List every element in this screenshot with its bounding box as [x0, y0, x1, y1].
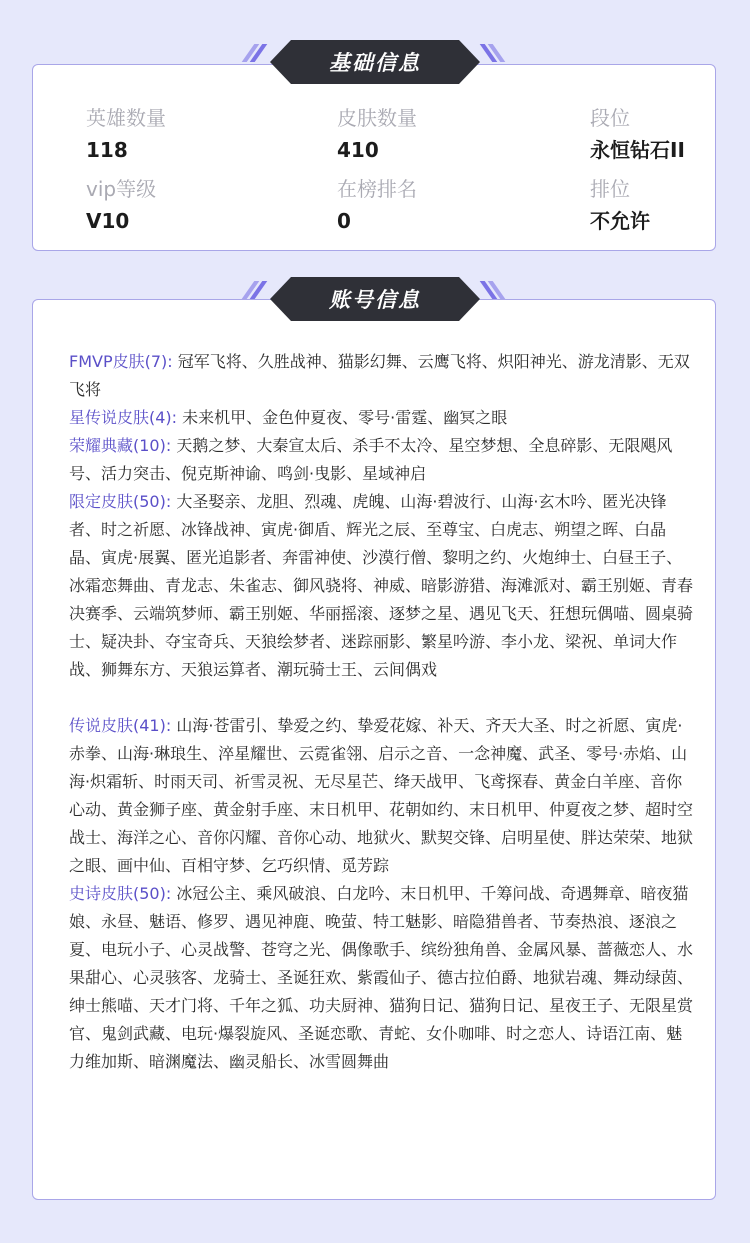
stat-label: 英雄数量 — [86, 106, 166, 130]
stripe-decoration-right — [480, 44, 506, 62]
basic-info-title: 基础信息 — [329, 51, 421, 75]
stat-value: 118 — [86, 138, 128, 162]
stat-leaderboard-rank — [337, 176, 417, 234]
stat-value: 0 — [337, 209, 351, 233]
skin-section-fmvp — [69, 348, 693, 404]
account-info-banner — [250, 277, 500, 321]
stat-ranked-allowed — [590, 176, 650, 234]
skin-section-items: 冰冠公主、乘风破浪、白龙吟、末日机甲、千筹问战、奇遇舞章、暗夜猫娘、永昼、魅语、修罗、遇见神鹿、晚萤、特工魅影、暗隐猎兽者、节奏热浪、逐浪之夏、电玩小子、心灵战警、苍穹之光、偶像歌手、缤纷独角兽、金属风暴、蔷薇恋人、水果甜心、心灵骇客、龙骑士、圣诞狂欢、紫霞仙子、德古拉伯爵、地狱岩魂、舞动绿茵、绅士熊喵、天才门将、千年之狐、功夫厨神、猫狗日记、猫狗日记、星夜王子、无限星赏官、鬼剑武藏、电玩·爆裂旋风、圣诞恋歌、青蛇、女仆咖啡、时之恋人、诗语江南、魅力维加斯、暗渊魔法、幽灵船长、冰雪圆舞曲 — [69, 884, 694, 1071]
stat-value: 不允许 — [590, 209, 650, 233]
stat-label: 排位 — [590, 177, 630, 201]
stat-label: 段位 — [590, 106, 630, 130]
skin-section-title: FMVP皮肤(7): — [69, 352, 173, 371]
stripe-decoration-right — [480, 281, 506, 299]
account-info-title: 账号信息 — [329, 288, 421, 312]
stripe-decoration-left — [244, 44, 270, 62]
stat-value: 410 — [337, 138, 379, 162]
account-info-header — [0, 274, 750, 324]
skin-section-limited — [69, 488, 693, 684]
skin-section-epic — [69, 880, 693, 1076]
skin-section-title: 史诗皮肤(50): — [69, 884, 172, 903]
skin-section-title: 荣耀典藏(10): — [69, 436, 172, 455]
account-info-card — [32, 299, 716, 1200]
skin-section-items: 冠军飞将、久胜战神、猫影幻舞、云鹰飞将、炽阳神光、游龙清影、无双飞将 — [69, 352, 690, 399]
skin-section-items: 山海·苍雷引、挚爱之约、挚爱花嫁、补天、齐天大圣、时之祈愿、寅虎·赤拳、山海·琳琅生、淬星耀世、云霓雀翎、启示之音、一念神魔、武圣、零号·赤焰、山海·炽霜斩、时雨天司、祈雪灵祝、无尽星芒、绛天战甲、飞鸢探春、黄金白羊座、音你心动、黄金狮子座、黄金射手座、末日机甲、花朝如约、末日机甲、仲夏夜之梦、超时空战士、海洋之心、音你闪耀、音你心动、地狱火、默契交锋、启明星使、胖达荣荣、地狱之眼、画中仙、百相守梦、乞巧织情、觅芳踪 — [69, 716, 694, 875]
basic-info-header — [0, 37, 750, 87]
skin-section-items: 大圣娶亲、龙胆、烈魂、虎魄、山海·碧波行、山海·玄木吟、匿光决锋者、时之祈愿、冰锋战神、寅虎·御盾、辉光之辰、至尊宝、白虎志、朔望之晖、白晶晶、寅虎·展翼、匿光追影者、奔雷神使、沙漠行僧、黎明之约、火炮绅士、白昼王子、冰霜恋舞曲、青龙志、朱雀志、御风骁将、神威、暗影游猎、海滩派对、霸王别姬、青春决赛季、云端筑梦师、霸王别姬、华丽摇滚、逐梦之星、遇见飞天、狂想玩偶喵、圆桌骑士、疑决卦、夺宝奇兵、天狼绘梦者、迷踪丽影、繁星吟游、李小龙、梁祝、单词大作战、狮舞东方、天狼运算者、潮玩骑士王、云间偶戏 — [69, 492, 694, 679]
skin-section-title: 星传说皮肤(4): — [69, 408, 178, 427]
skin-section-glory-collection — [69, 432, 693, 488]
stat-vip-level — [86, 176, 156, 234]
skin-section-items: 天鹅之梦、大秦宣太后、杀手不太冷、星空梦想、全息碎影、无限飓风号、活力突击、倪克斯神谕、鸣剑·曳影、星域神启 — [69, 436, 673, 483]
skin-section-title: 限定皮肤(50): — [69, 492, 172, 511]
basic-info-card — [32, 64, 716, 251]
stat-label: 皮肤数量 — [337, 106, 417, 130]
stat-label: 在榜排名 — [337, 177, 417, 201]
stat-hero-count — [86, 105, 166, 163]
stat-value: 永恒钻石II — [590, 138, 685, 162]
stat-skin-count — [337, 105, 417, 163]
skin-section-title: 传说皮肤(41): — [69, 716, 172, 735]
stripe-decoration-left — [244, 281, 270, 299]
stat-label: vip等级 — [86, 177, 157, 201]
skin-list — [69, 348, 693, 1076]
basic-info-banner — [250, 40, 500, 84]
skin-section-star-legend — [69, 404, 693, 432]
skin-section-items: 未来机甲、金色仲夏夜、零号·雷霆、幽冥之眼 — [182, 408, 508, 427]
skin-section-legend — [69, 712, 693, 880]
stat-rank-tier — [590, 105, 685, 163]
stat-value: V10 — [86, 209, 130, 233]
